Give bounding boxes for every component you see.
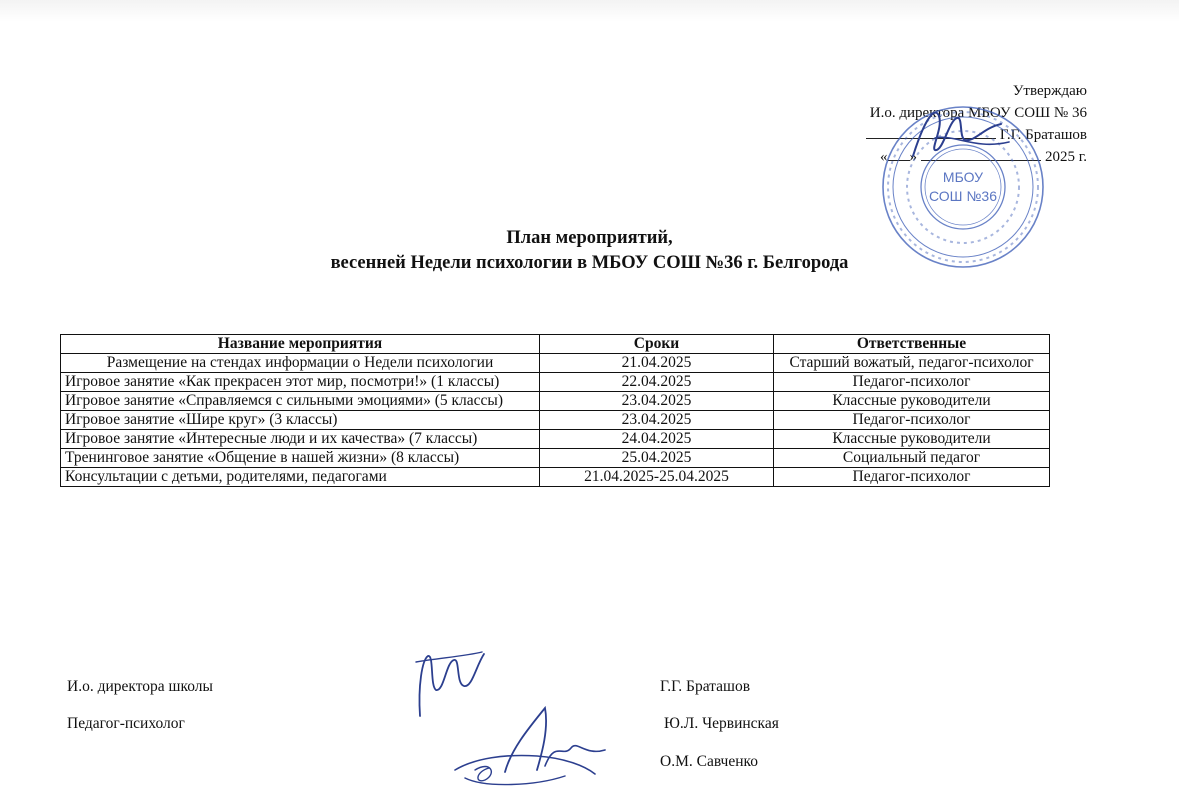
approval-position: И.о. директора МБОУ СОШ № 36 [869,105,1087,121]
cell-responsible: Педагог-психолог [774,373,1050,392]
date-close-quote: » [909,149,918,165]
cell-responsible: Старший вожатый, педагог-психолог [774,354,1050,373]
cell-responsible: Педагог-психолог [774,411,1050,430]
approval-heading: Утверждаю [1012,83,1087,99]
date-year: 2025 г. [1045,149,1087,165]
footer-director-label: И.о. директора школы [67,678,213,695]
psychologist-signature [445,700,610,795]
cell-dates: 21.04.2025 [540,354,774,373]
approval-signatory-name: Г.Г. Браташов [999,127,1087,143]
header-responsible: Ответственные [774,335,1050,354]
table-row [61,411,1050,430]
cell-responsible: Педагог-психолог [774,468,1050,487]
header-dates: Сроки [540,335,774,354]
table-row [61,468,1050,487]
table-row [61,449,1050,468]
table-row [61,430,1050,449]
footer-psychologist-name-1: Ю.Л. Червинская [664,715,779,732]
cell-event: Игровое занятие «Интересные люди и их качества» (7 классы) [61,430,540,449]
scan-edge [0,0,1179,22]
cell-responsible: Социальный педагог [774,449,1050,468]
table-row [61,354,1050,373]
cell-dates: 23.04.2025 [540,392,774,411]
table-header-row [61,335,1050,354]
cell-event: Тренинговое занятие «Общение в нашей жизни» (8 классы) [61,449,540,468]
table-row [61,392,1050,411]
seal-line2: СОШ №36 [928,188,998,204]
footer-psychologist-name-2: О.М. Савченко [660,753,759,770]
table-row [61,373,1050,392]
seal-line1: МБОУ [942,169,984,185]
cell-responsible: Классные руководители [774,430,1050,449]
header-event: Название мероприятия [61,335,540,354]
cell-dates: 25.04.2025 [540,449,774,468]
cell-event: Игровое занятие «Шире круг» (3 классы) [61,411,540,430]
title-line1: План мероприятий, [506,228,673,248]
cell-responsible: Классные руководители [774,392,1050,411]
date-open-quote: « [880,149,888,165]
approval-signature [905,98,1015,168]
cell-event: Игровое занятие «Справляемся с сильными эмоциями» (5 классы) [61,392,540,411]
cell-event: Консультации с детьми, родителями, педагогами [61,468,540,487]
events-table [60,334,1050,487]
cell-dates: 24.04.2025 [540,430,774,449]
cell-event: Игровое занятие «Как прекрасен этот мир, посмотри!» (1 классы) [61,373,540,392]
title-line2: весенней Недели психологии в МБОУ СОШ №36 г. Белгорода [330,253,849,273]
cell-dates: 23.04.2025 [540,411,774,430]
cell-dates: 21.04.2025-25.04.2025 [540,468,774,487]
footer-director-name: Г.Г. Браташов [660,678,751,695]
footer-psychologist-label: Педагог-психолог [67,715,185,732]
cell-dates: 22.04.2025 [540,373,774,392]
cell-event: Размещение на стендах информации о Недели психологии [61,354,540,373]
document-title [0,226,1179,276]
